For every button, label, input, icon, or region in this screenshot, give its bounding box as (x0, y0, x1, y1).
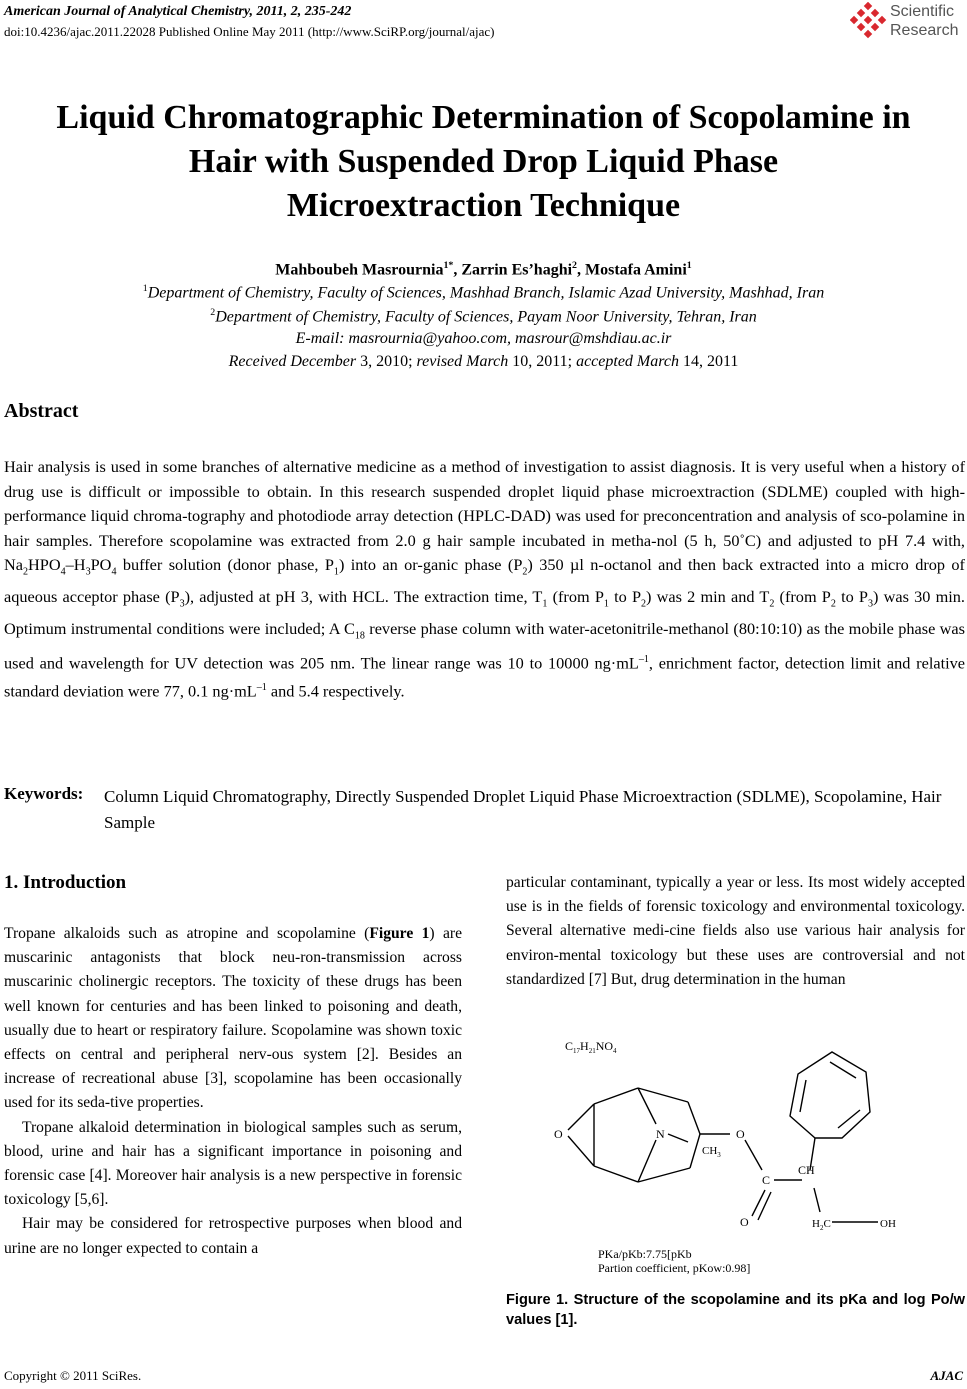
journal-citation (4, 4, 351, 20)
accepted-label: accepted March (576, 353, 679, 370)
received-label: Received December (228, 353, 357, 370)
figure-1-caption: Figure 1. Structure of the scopolamine and its pKa and log Po/w values [1]. (506, 1292, 965, 1328)
logo-mark-icon (850, 2, 888, 40)
intro-paragraph-1: Tropane alkaloids such as atropine and scopolamine (Figure 1) are muscarinic antagonists that block neu-ron-transmission across muscarinic cholinergic receptors. The toxicity of these drugs has been well known for centuries and has been linked to poisoning and death, usually due to heart or respiratory failure. Scopolamine was shown toxic effects on central and peripheral nerv-ous system [2]. Besides an increase of recreational abuse [3], scopolamine has been occasionally used for its seda-tive properties. (4, 925, 462, 1112)
revised-label: revised March (416, 353, 509, 370)
partition-note: Partion coefficient, pKow:0.98] (598, 1261, 751, 1275)
scopolamine-structure-diagram (530, 1030, 960, 1280)
figure-1-ref[interactable]: Figure 1 (369, 925, 430, 942)
dates-line (0, 353, 967, 371)
author-name: Mahboubeh Masrournia (275, 261, 444, 279)
affiliation-1 (0, 283, 967, 302)
journal-name: American Journal of Analytical Chemistry (4, 4, 250, 19)
author-list (0, 260, 967, 279)
revised-date: 10, 2011; (508, 353, 577, 370)
atom-o-ester: O (736, 1127, 745, 1141)
author-affil-mark: 1 (686, 260, 692, 271)
affil-mark: 2 (210, 307, 216, 318)
intro-paragraph-2: Tropane alkaloid determination in biological samples such as serum, blood, urine and hair has a significant importance in poisoning and forensic case [4]. Moreover hair analysis is a new perspective in forensic toxicology [5,6]. (4, 1118, 462, 1209)
author-name: , Mostafa Amini (577, 261, 687, 279)
atom-c: C (762, 1173, 771, 1187)
intro-left-column (4, 922, 462, 1261)
logo-line1: Scientific (890, 3, 955, 20)
paper-title (0, 96, 967, 228)
logo-line2: Research (890, 22, 959, 39)
author-affil-mark: 2 (572, 260, 577, 271)
atom-n: N (656, 1127, 665, 1141)
atom-o-carbonyl: O (740, 1215, 749, 1229)
pka-note: PKa/pKb:7.75[pKb (598, 1247, 692, 1261)
title-line1: Liquid Chromatographic Determination of Scopolamine in (56, 99, 911, 136)
email-address[interactable]: : masrournia@yahoo.com, masrour@mshdiau.ac.ir (339, 330, 672, 347)
doi-line: doi:10.4236/ajac.2011.22028 Published Online May 2011 (http://www.SciRP.org/journal/ajac) (4, 24, 495, 39)
molecular-formula: $C_{17}H_{21}NO_4$ (565, 1039, 617, 1055)
received-date: 3, 2010; (356, 353, 417, 370)
atom-oh: OH (880, 1218, 896, 1230)
atom-ch3: $CH_3$ (702, 1145, 721, 1159)
accepted-date: 14, 2011 (678, 353, 739, 370)
title-line2: Hair with Suspended Drop Liquid Phase (188, 143, 779, 180)
figure-1-structure (530, 1030, 960, 1280)
abstract-body: Hair analysis is used in some branches of alternative medicine as a method of investigation to assist diagnosis. It is very useful when a history of drug use is difficult or impossible to obtain. In this research suspended droplet liquid phase microextraction (SDLME) coupled with high-performance liquid chroma-tography and photodiode array detection (HPLC-DAD) was used for preconcentration and analysis of sco-polamine in hair samples. Therefore scopolamine was extracted from 2.0 g hair sample incubated in metha-nol (5 h, 50˚C) and adjusted to pH 7.4 with, $Na_2HPO_4-H_3PO_4$ buffer solution (donor phase, $P_1$) into an or-ganic phase $(P_2)$ 350 µl n-octanol and then back extracted into a micro drop of aqueous acceptor phase $(P_3)$, adjusted at pH 3, with HCL. The extraction time, $T_1$ (from $P_1$ to $P_2$) was 2 min and $T_2$ (from $P_2$ to $P_3$) was 30 min. Optimum instrumental conditions were included; A $C_{18}$ reverse phase column with water-acetonitrile-methanol (80:10:10) as the mobile phase was used and wavelength for UV detection was 205 nm. The linear range was 10 to 10000 $ng\cdot mL^{-1}$, enrichment factor, detection limit and relative standard deviation were 77, 0.1 $ng\cdot mL^{-1}$ and 5.4 respectively. (4, 457, 965, 701)
title-line3: Microextraction Technique (286, 187, 681, 224)
affil-text: Department of Chemistry, Faculty of Sciences, Mashhad Branch, Islamic Azad University, Mashhad, Iran (147, 284, 825, 302)
intro-right-column: particular contaminant, typically a year or less. Its most widely accepted use is in the fields of forensic toxicology and environmental toxicology. Several alternative medi-cine fields also use various hair analysis for environ-mental toxicology but these uses are controversial and not standardized [7] But, drug determination in the human (506, 874, 965, 988)
author-affil-mark: 1* (443, 260, 454, 271)
copyright-notice: Copyright © 2011 SciRes. (4, 1368, 142, 1383)
publisher-logo (850, 2, 965, 42)
journal-volume: , 2011, 2, 235-242 (249, 4, 352, 19)
abstract-heading: Abstract (4, 400, 79, 422)
author-name: , Zarrin Es’haghi (453, 261, 573, 279)
email-line (0, 330, 967, 348)
affil-text: Department of Chemistry, Faculty of Sciences, Payam Noor University, Tehran, Iran (215, 308, 757, 326)
intro-paragraph-3: Hair may be considered for retrospective purposes when blood and urine are no longer expected to contain a (4, 1215, 462, 1257)
affil-mark: 1 (142, 283, 148, 294)
keywords-label: Keywords: (4, 784, 84, 803)
keywords-text: Column Liquid Chromatography, Directly Suspended Droplet Liquid Phase Microextraction (SDLME), Scopolamine, Hair Sample (104, 787, 942, 832)
section-heading-introduction: 1. Introduction (4, 872, 127, 893)
atom-o-epoxide: O (554, 1127, 563, 1141)
journal-abbreviation: AJAC (930, 1368, 963, 1383)
affiliation-2 (0, 307, 967, 326)
logo-text (890, 2, 958, 40)
atom-h2c: $H_2C$ (812, 1218, 831, 1232)
atom-ch: CH (798, 1163, 815, 1177)
email-label: E-mail (295, 330, 340, 347)
